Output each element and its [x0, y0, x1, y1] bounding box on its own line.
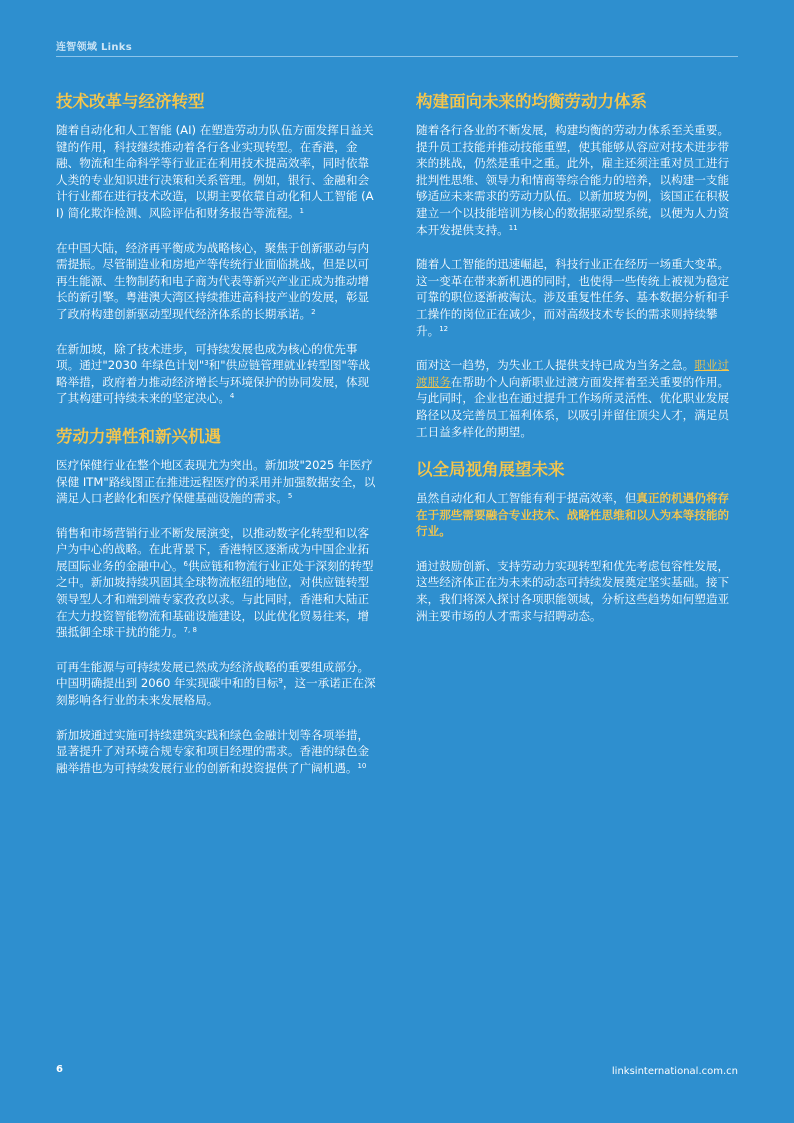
paragraph-text: 在新加坡，除了技术进步，可持续发展也成为核心的优先事项。通过"2030 年绿色计划": [56, 341, 358, 373]
footnote-ref[interactable]: 6: [183, 559, 189, 568]
paragraph-text: 在帮助个人向新职业过渡方面发挥着至关重要的作用。与此同时，企业也在通过提升工作场所灵活性、优化职业发展路径以及完善员工福利体系，以吸引并留住顶尖人才，满足员工日益多样化的期望。: [416, 374, 730, 439]
footnote-ref[interactable]: 7, 8: [183, 626, 197, 635]
paragraph-text: 销售和市场营销行业不断发展演变，以推动数字化转型和以客户为中心的战略。在此背景下，香港特区逐渐成为中国企业拓展国际业务的金融中心。: [56, 525, 370, 573]
paragraph-text: 供应链和物流行业正处于深刻的转型之中。新加坡持续巩固其全球物流枢纽的地位，对供应链转型领导型人才和端到端专家孜孜以求。与此同时，香港和大陆正在大力投资智能物流和基础设施建设，以此优化贸易往来，增强抵御全球干扰的能力。: [56, 558, 374, 640]
paragraph-green-finance: [56, 727, 378, 777]
footnote-ref[interactable]: 1: [299, 206, 304, 215]
footnote-ref[interactable]: 4: [229, 392, 235, 401]
paragraph-singapore: [56, 341, 378, 407]
paragraph-text: 通过鼓励创新、支持劳动力实现转型和优先考虑包容性发展，这些经济体正在为未来的动态可持续发展奠定坚实基础。接下来，我们将深入探讨各项职能领域，分析这些趋势如何塑造亚洲主要市场的人才需求与招聘动态。: [416, 558, 730, 623]
career-transition-link[interactable]: 职业过渡服务: [416, 358, 730, 389]
footnote-ref[interactable]: 9: [278, 677, 283, 686]
paragraph-conclusion: [416, 558, 738, 624]
right-column: [416, 90, 738, 642]
paragraph-mainland: [56, 240, 378, 323]
paragraph-text: 面对这一趋势，为失业工人提供支持已成为当务之急。: [416, 358, 695, 373]
paragraph-text: 虽然自动化和人工智能有利于提高效率，但: [416, 491, 637, 506]
page-number: 6: [56, 1064, 63, 1075]
footnote-ref[interactable]: 11: [508, 223, 518, 232]
paragraph-renewables: [56, 659, 378, 709]
paragraph-text: 医疗保健行业在整个地区表现尤为突出。新加坡"2025 年医疗保健 ITM"路线图正在推进远程医疗的采用并加强数据安全，以满足人口老龄化和医疗保健基础设施的需求。: [56, 457, 376, 506]
paragraph-career-transition: [416, 357, 738, 440]
paragraph-text: 新加坡通过实施可持续建筑实践和绿色金融计划等各项举措，显著提升了对环境合规专家和项目经理的需求。香港的绿色金融举措也为可持续发展行业的创新和投资提供了广阔机遇。: [56, 727, 370, 775]
paragraph-sales-supply-chain: [56, 525, 378, 641]
footer-url[interactable]: linksinternational.com.cn: [611, 1066, 738, 1077]
footnote-ref[interactable]: 5: [287, 492, 293, 501]
paragraph-text: 随着各行各业的不断发展，构建均衡的劳动力体系至关重要。提升员工技能并推动技能重塑，使其能够从容应对技术进步带来的挑战，仍然是重中之重。此外，雇主还须注重对员工进行批判性思维、领导力和情商等综合能力的培养，以构建一支能够适应未来需求的劳动力队伍。以新加坡为例，该国正在积极建立一个以技能培训为核心的数据驱动型系统，以便为人力资本开发提供支持。: [416, 123, 730, 237]
paragraph-text: 在中国大陆，经济再平衡成为战略核心，聚焦于创新驱动与内需提振。尽管制造业和房地产等传统行业面临挑战，但是以可再生能源、生物制药和电子商为代表等新兴产业正成为推动增长的新引擎。粤港澳大湾区持续推进高科技产业的发展，彰显了政府构建创新驱动型现代经济体系的长期承诺。: [56, 240, 370, 321]
paragraph-hk-tech: [56, 122, 378, 222]
section-heading-workforce-resilience: 劳动力弹性和新兴机遇: [56, 426, 221, 446]
left-column: [56, 90, 378, 794]
paragraph-text: 随着自动化和人工智能 (AI) 在塑造劳动力队伍方面发挥日益关键的作用，科技继续推动着各行各业实现转型。在香港，金融、物流和生命科学等行业正在利用技术提高效率，同时依靠人类的专业知识进行决策和关系管理。例如，银行、金融和会计行业都在进行技术改造，以期主要依靠自动化和人工智能 (AI) 简化欺诈检测、风险评估和财务报告等流程。: [56, 123, 374, 220]
paragraph-text: 和"供应链管理就业转型图"等战略举措，政府着力推动经济增长与环境保护的协同发展，体现了其构建可持续未来的坚定决心。: [56, 358, 371, 406]
paragraph-ai-transformation: [416, 256, 738, 339]
footnote-ref[interactable]: 3: [204, 359, 209, 368]
paragraph-healthcare: [56, 457, 378, 507]
highlighted-text: 真正的机遇仍将存在于那些需要融合专业技术、战略性思维和以人为本等技能的行业。: [416, 491, 730, 539]
footnote-ref[interactable]: 12: [439, 324, 449, 333]
paragraph-text: 可再生能源与可持续发展已然成为经济战略的重要组成部分。中国明确提出到 2060 年实现碳中和的目标: [56, 659, 370, 691]
footnote-ref[interactable]: 2: [311, 307, 316, 316]
paragraph-upskilling: [416, 122, 738, 238]
section-heading-balanced-workforce: 构建面向未来的均衡劳动力体系: [416, 92, 647, 111]
paragraph-text: ，这一承诺正在深刻影响各行业的未来发展格局。: [56, 676, 376, 708]
paragraph-opportunities: [416, 490, 738, 540]
footnote-ref[interactable]: 10: [357, 761, 367, 770]
header-label: 连智领域 Links: [56, 42, 133, 53]
section-heading-tech-reform: 技术改革与经济转型: [56, 92, 205, 111]
paragraph-text: 随着人工智能的迅速崛起，科技行业正在经历一场重大变革。这一变革在带来新机遇的同时，也使得一些传统上被视为稳定可靠的职位逐渐被淘汰。涉及重复性任务、基本数据分析和手工操作的岗位正在减少，而对高级技术专长的需求则持续攀升。: [416, 257, 730, 338]
header-divider: [56, 56, 738, 57]
section-heading-outlook: 以全局视角展望未来: [416, 460, 565, 480]
